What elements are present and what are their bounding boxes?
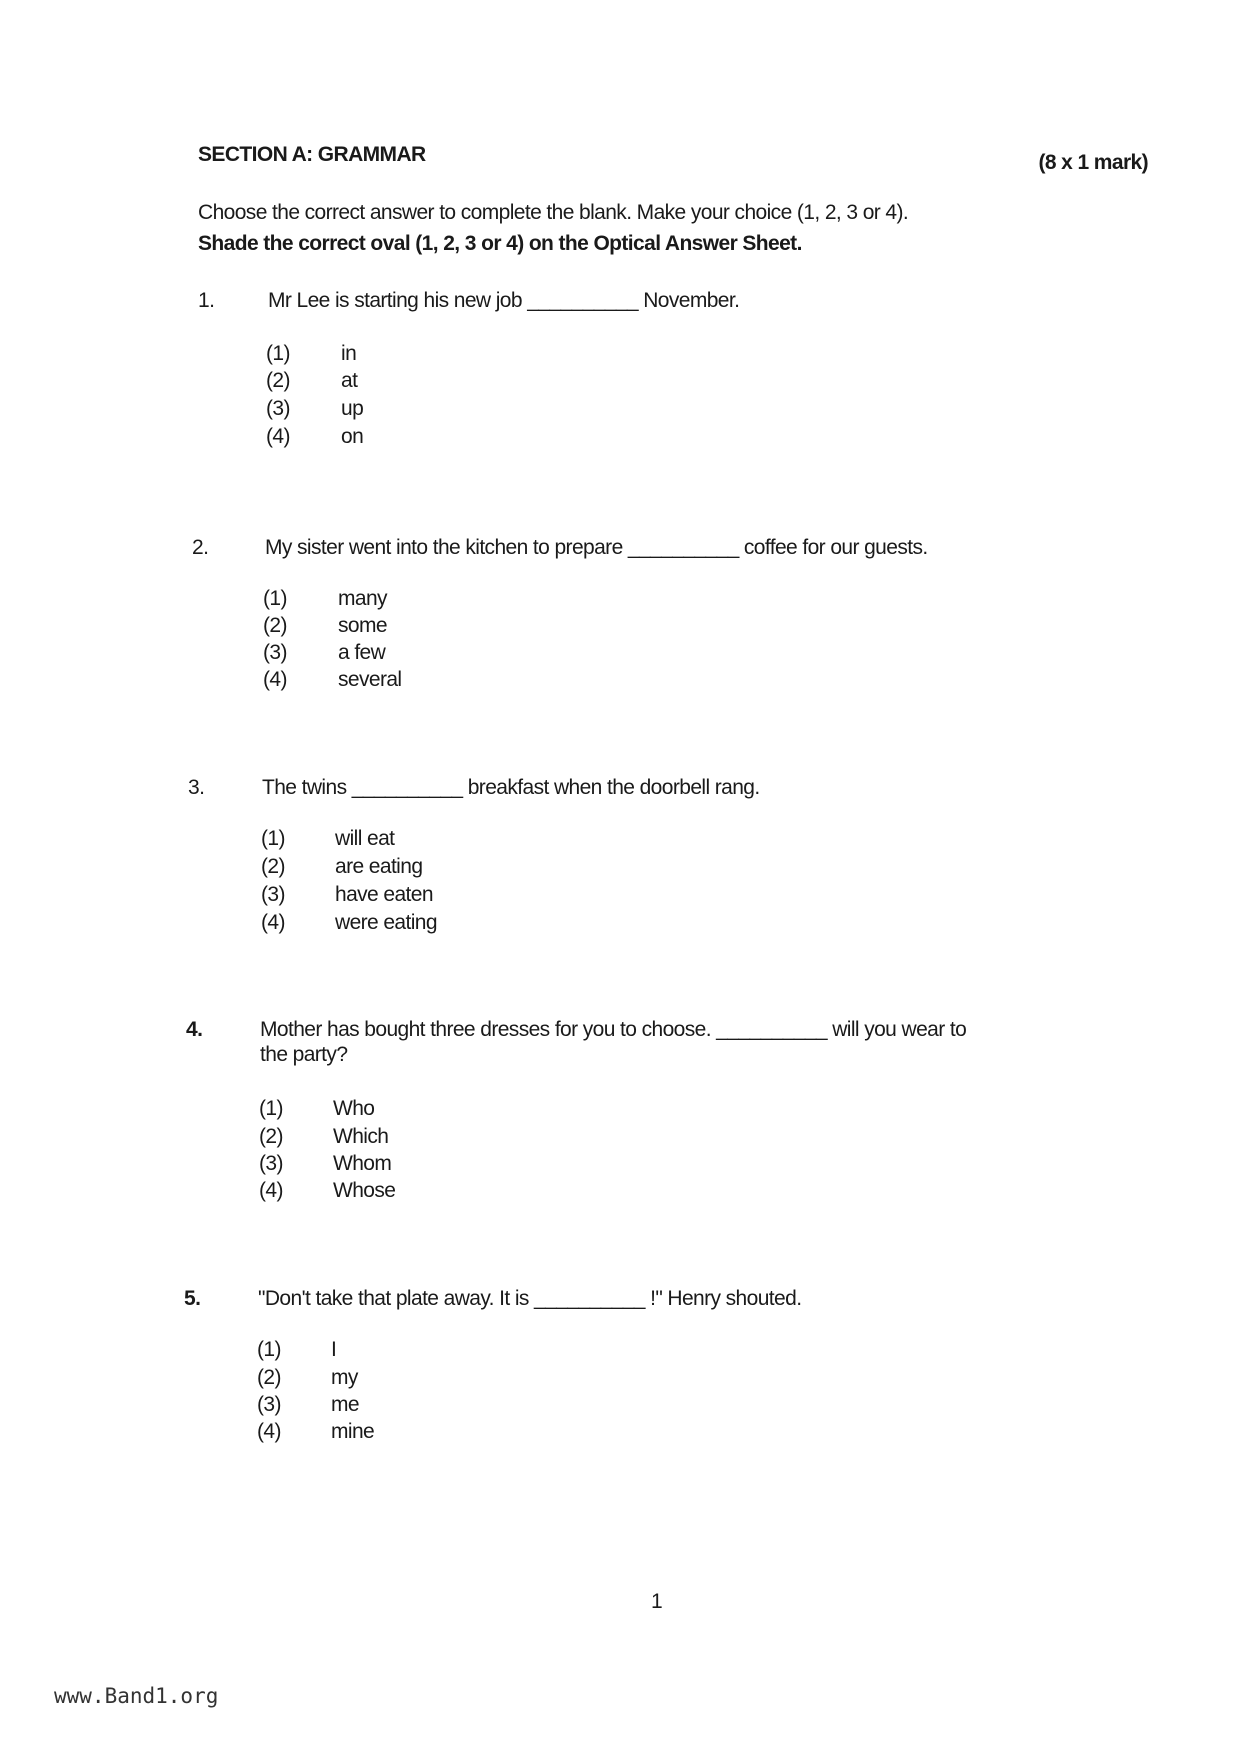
footer-watermark: www.Band1.org	[54, 1684, 219, 1708]
question-number: 2.	[192, 536, 209, 559]
option-text: mine	[331, 1420, 375, 1443]
option-number: (1)	[257, 1338, 281, 1361]
page-number: 1	[651, 1590, 663, 1613]
option-number: (4)	[259, 1179, 283, 1202]
option-number: (4)	[257, 1420, 281, 1443]
option-number: (4)	[266, 425, 290, 448]
option-text: many	[338, 587, 387, 610]
question-text: My sister went into the kitchen to prepare __________ coffee for our guests.	[265, 536, 928, 559]
question-text: "Don't take that plate away. It is __________ !" Henry shouted.	[258, 1287, 802, 1310]
option-text: Who	[333, 1097, 375, 1120]
option-text: me	[331, 1393, 359, 1416]
option-text: were eating	[335, 911, 437, 934]
question-number: 1.	[198, 289, 215, 312]
section-title: SECTION A: GRAMMAR	[198, 143, 426, 166]
question-number: 3.	[188, 776, 205, 799]
option-text: several	[338, 668, 402, 691]
option-number: (4)	[261, 911, 285, 934]
question-text: The twins __________ breakfast when the doorbell rang.	[262, 776, 760, 799]
option-number: (2)	[261, 855, 285, 878]
option-text: Which	[333, 1125, 389, 1148]
instructions-line1: Choose the correct answer to complete the blank. Make your choice (1, 2, 3 or 4).	[198, 201, 909, 224]
option-number: (1)	[261, 827, 285, 850]
option-text: on	[341, 425, 364, 448]
option-text: a few	[338, 641, 386, 664]
question-number: 5.	[184, 1287, 201, 1310]
option-number: (3)	[261, 883, 285, 906]
option-text: have eaten	[335, 883, 433, 906]
option-number: (3)	[259, 1152, 283, 1175]
option-number: (2)	[257, 1366, 281, 1389]
option-number: (1)	[263, 587, 287, 610]
question-text: Mother has bought three dresses for you to choose. __________ will you wear to	[260, 1018, 967, 1041]
option-text: in	[341, 342, 357, 365]
option-text: are eating	[335, 855, 423, 878]
option-text: up	[341, 397, 364, 420]
option-number: (1)	[266, 342, 290, 365]
option-number: (1)	[259, 1097, 283, 1120]
option-number: (2)	[263, 614, 287, 637]
option-number: (3)	[266, 397, 290, 420]
option-text: Whom	[333, 1152, 392, 1175]
option-number: (4)	[263, 668, 287, 691]
section-marks: (8 x 1 mark)	[1038, 151, 1148, 174]
option-text: Whose	[333, 1179, 396, 1202]
option-text: some	[338, 614, 387, 637]
instructions-line2: Shade the correct oval (1, 2, 3 or 4) on the Optical Answer Sheet.	[198, 232, 802, 255]
option-number: (2)	[266, 369, 290, 392]
option-text: my	[331, 1366, 358, 1389]
question-number: 4.	[186, 1018, 203, 1041]
option-number: (3)	[257, 1393, 281, 1416]
option-number: (3)	[263, 641, 287, 664]
option-text: will eat	[335, 827, 395, 850]
option-text: at	[341, 369, 358, 392]
question-text: Mr Lee is starting his new job __________ November.	[268, 289, 740, 312]
option-number: (2)	[259, 1125, 283, 1148]
option-text: I	[331, 1338, 337, 1361]
question-text-continued: the party?	[260, 1043, 348, 1066]
